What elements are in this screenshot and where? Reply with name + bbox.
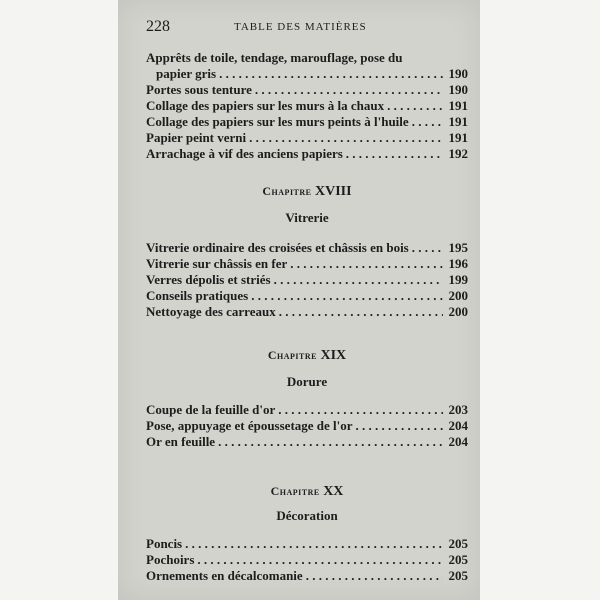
- chapter-heading: [146, 484, 468, 500]
- entry-page: 191: [448, 114, 468, 129]
- entry-page: 203: [448, 402, 468, 417]
- dot-leader: [290, 256, 443, 272]
- dot-leader: [219, 66, 443, 82]
- entry-page: 191: [448, 98, 468, 113]
- chapter-label: Chapitre: [270, 484, 320, 498]
- chapter-number: XIX: [320, 348, 347, 363]
- entry-text: Nettoyage des carreaux: [146, 304, 276, 319]
- dot-leader: [274, 272, 443, 288]
- entry-text: Arrachage à vif des anciens papiers: [146, 146, 343, 161]
- entry-page: 190: [448, 82, 468, 97]
- entry-page: 191: [448, 130, 468, 145]
- toc-entry: [146, 552, 468, 568]
- dot-leader: [255, 82, 443, 98]
- entry-page: 195: [448, 240, 468, 255]
- dot-leader: [387, 98, 443, 114]
- toc-entry: [146, 304, 468, 320]
- entry-text: Vitrerie ordinaire des croisées et châssis en bois: [146, 240, 409, 255]
- entry-text: Conseils pratiques: [146, 288, 249, 303]
- dot-leader: [412, 240, 443, 256]
- toc-section-continued: [146, 50, 468, 162]
- entry-text: Papier peint verni: [146, 130, 247, 145]
- chapter-title: Dorure: [286, 374, 328, 389]
- entry-page: 205: [448, 552, 468, 567]
- chapter-heading: [146, 348, 468, 364]
- dot-leader: [306, 568, 443, 584]
- toc-entry: [146, 82, 468, 98]
- toc-section-decoration: [146, 536, 468, 584]
- entry-page: 204: [448, 418, 468, 433]
- chapter-number: XVIII: [315, 184, 352, 199]
- dot-leader: [218, 434, 443, 450]
- running-title: TABLE DES MATIÈRES: [234, 21, 367, 33]
- entry-text: Apprêts de toile, tendage, marouflage, pose du: [146, 50, 403, 65]
- entry-page: 200: [448, 304, 468, 319]
- entry-page: 199: [448, 272, 468, 287]
- dot-leader: [279, 304, 443, 320]
- toc-section-dorure: [146, 402, 468, 450]
- toc-entry: [146, 402, 468, 418]
- toc-entry: [146, 146, 468, 162]
- entry-text: Pose, appuyage et époussetage de l'or: [146, 418, 353, 433]
- entry-text: Poncis: [146, 536, 183, 551]
- toc-entry: [146, 114, 468, 130]
- page-header: [146, 18, 468, 38]
- dot-leader: [197, 552, 443, 568]
- page-number: 228: [146, 18, 170, 35]
- dot-leader: [249, 130, 443, 146]
- entry-text: Or en feuille: [146, 434, 216, 449]
- dot-leader: [251, 288, 443, 304]
- chapter-label: Chapitre: [262, 184, 312, 198]
- toc-entry: [146, 240, 468, 256]
- toc-entry: [146, 418, 468, 434]
- chapter-label: Chapitre: [267, 348, 317, 362]
- entry-page: 196: [448, 256, 468, 271]
- entry-page: 205: [448, 536, 468, 551]
- entry-text: Vitrerie sur châssis en fer: [146, 256, 288, 271]
- dot-leader: [412, 114, 443, 130]
- entry-text: Ornements en décalcomanie: [146, 568, 303, 583]
- entry-text: papier gris: [156, 66, 217, 81]
- toc-section-vitrerie: [146, 240, 468, 320]
- toc-entry: [146, 536, 468, 552]
- entry-text: Pochoirs: [146, 552, 195, 567]
- entry-page: 204: [448, 434, 468, 449]
- entry-page: 192: [448, 146, 468, 161]
- toc-entry: [146, 434, 468, 450]
- toc-entry: [146, 272, 468, 288]
- toc-entry: [146, 98, 468, 114]
- dot-leader: [185, 536, 443, 552]
- entry-page: 205: [448, 568, 468, 583]
- chapter-title: Décoration: [276, 508, 338, 523]
- entry-page: 190: [448, 66, 468, 81]
- entry-text: Collage des papiers sur les murs à la chaux: [146, 98, 385, 113]
- toc-entry: [146, 130, 468, 146]
- toc-entry: [146, 288, 468, 304]
- entry-text: Verres dépolis et striés: [146, 272, 271, 287]
- dot-leader: [278, 402, 443, 418]
- entry-text: Coupe de la feuille d'or: [146, 402, 276, 417]
- dot-leader: [356, 418, 443, 434]
- entry-text: Portes sous tenture: [146, 82, 252, 97]
- dot-leader: [346, 146, 443, 162]
- chapter-title: Vitrerie: [285, 210, 329, 225]
- toc-entry: [146, 568, 468, 584]
- chapter-heading: [146, 184, 468, 200]
- entry-text: Collage des papiers sur les murs peints à l'huile: [146, 114, 409, 129]
- entry-page: 200: [448, 288, 468, 303]
- toc-entry: [146, 256, 468, 272]
- chapter-number: XX: [323, 484, 344, 499]
- toc-entry: [146, 50, 468, 82]
